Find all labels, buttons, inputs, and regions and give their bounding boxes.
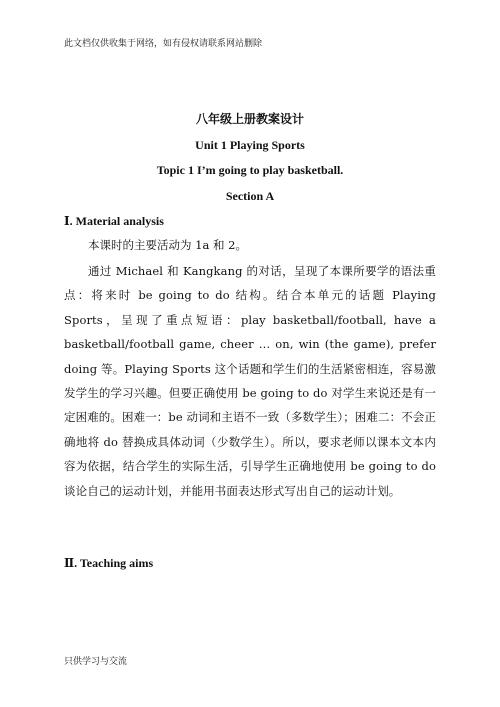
material-analysis-heading: Ⅰ. Material analysis	[64, 214, 164, 228]
teaching-aims-heading: Ⅱ. Teaching aims	[64, 556, 154, 570]
footer-note: 只供学习与交流	[64, 657, 128, 667]
unit-title: Unit 1 Playing Sports	[195, 138, 305, 152]
section-title: Section A	[225, 189, 275, 203]
header-disclaimer: 此文档仅供收集于网络，如有侵权请联系网站删除	[64, 39, 263, 49]
activity-paragraph: 本课时的主要活动为 1a 和 2。	[88, 238, 247, 252]
analysis-paragraph: 通过 Michael 和 Kangkang 的对话，呈现了本课所要学的语法重点：将来时 be going to do 结构。结合本单元的话题 Playing Sports，呈现了重点短语：play basketball/football, have a basketball/football game, cheer … on, win (the game), prefer doing 等。Playing Sports 这个话题和学生们的生活紧密相连，容易激发学生的学习兴趣。但要正确使用 be going to do 对学生来说还是有一定困难的。困难一：be 动词和主语不一致（多数学生）；困难二：不会正确地将 do 替换成具体动词（少数学生）。所以，要求老师以课本文本内容为依据，结合学生的实际生活，引导学生正确地使用 be going to do 谈论自己的运动计划，并能用书面表达形式写出自己的运动计划。	[64, 264, 436, 498]
topic-title: Topic 1 I’m going to play basketball.	[156, 163, 344, 177]
document-title: 八年级上册教案设计	[195, 112, 304, 126]
